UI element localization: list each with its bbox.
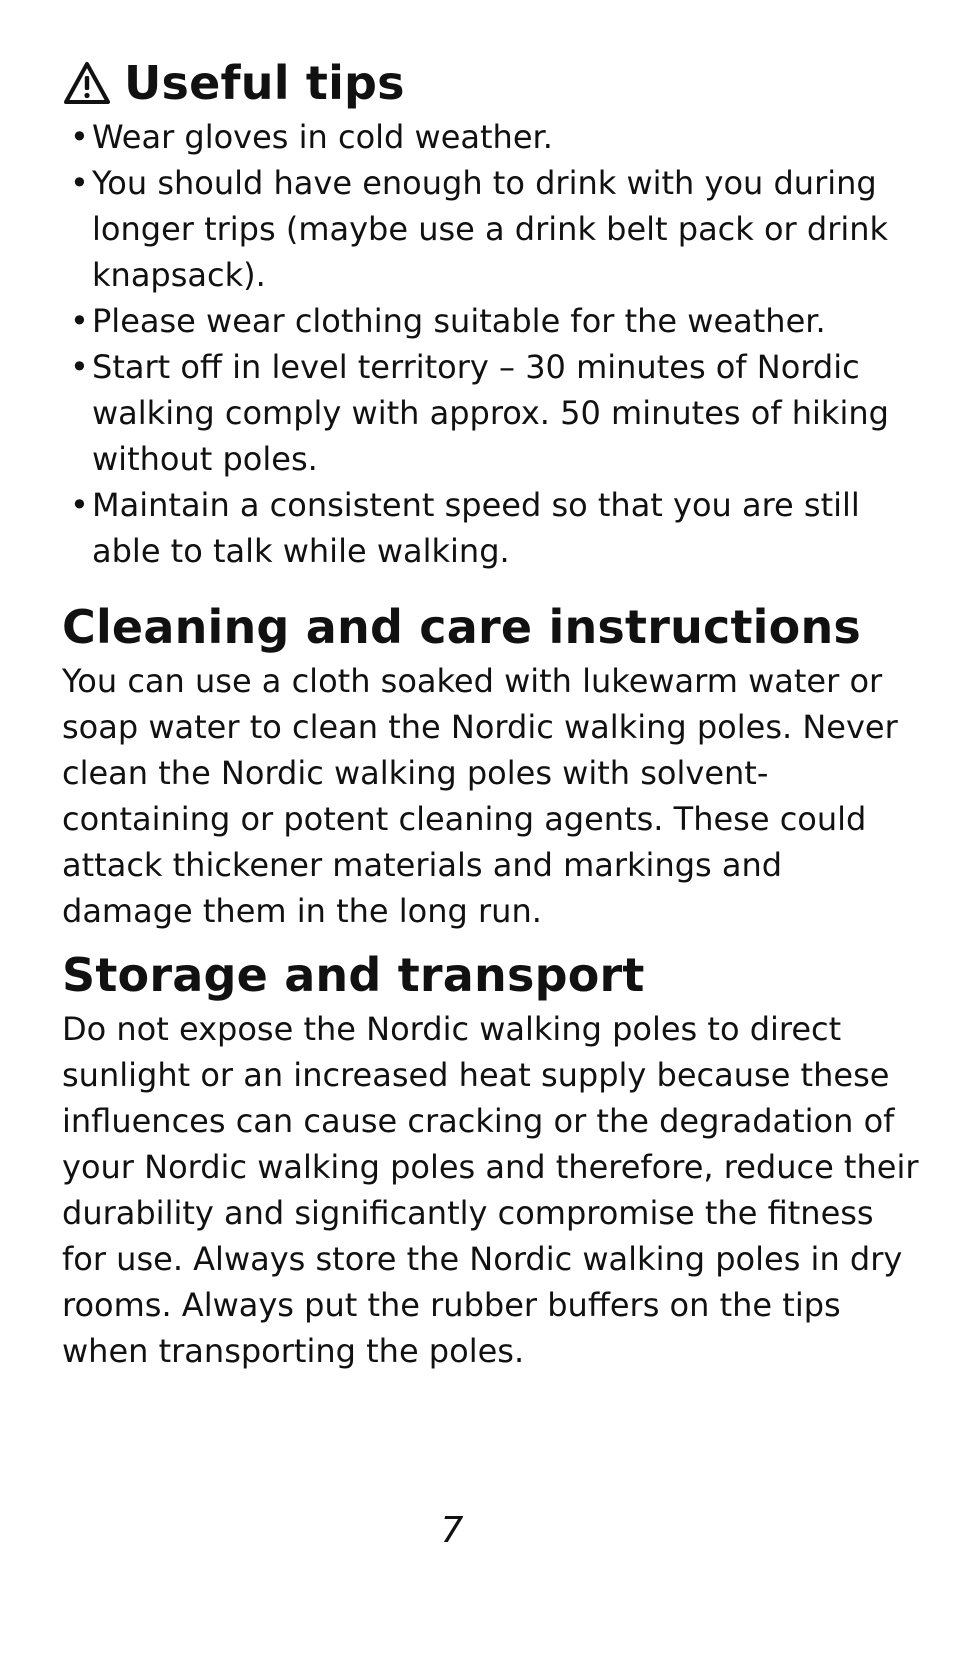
cleaning-section (62, 596, 922, 934)
manual-page (62, 52, 922, 1374)
storage-section (62, 944, 922, 1374)
useful-tips-title: Useful tips (124, 56, 405, 110)
cleaning-text: You can use a cloth soaked with lukewarm water or soap water to clean the Nordic walking poles. Never clean the Nordic walking poles with solvent-containing or potent cleaning agents. These could attack thickener materials and markings and damage them in the long run. (62, 662, 898, 930)
storage-text: Do not expose the Nordic walking poles to direct sunlight or an increased heat supply because these influences can cause cracking or the degradation of your Nordic walking poles and therefore, reduce their durability and significantly compromise the fitness for use. Always store the Nordic walking poles in dry rooms. Always put the rubber buffers on the tips when transporting the poles. (62, 1010, 919, 1370)
list-item (70, 344, 922, 482)
storage-title: Storage and transport (62, 948, 645, 1002)
bullet-icon: • (70, 348, 89, 386)
warning-triangle-icon (62, 60, 112, 106)
list-item (70, 482, 922, 574)
list-item (70, 160, 922, 298)
tip-text: Start off in level territory – 30 minutes of Nordic walking comply with approx. 50 minutes of hiking without poles. (92, 348, 889, 478)
bullet-icon: • (70, 302, 89, 340)
page-number: 7 (440, 1510, 464, 1551)
tip-text: Wear gloves in cold weather. (92, 118, 553, 156)
tip-text: You should have enough to drink with you during longer trips (maybe use a drink belt pack or drink knapsack). (92, 164, 889, 294)
tip-text: Please wear clothing suitable for the weather. (92, 302, 826, 340)
list-item (70, 114, 922, 160)
tips-list (62, 114, 922, 574)
bullet-icon: • (70, 164, 89, 202)
bullet-icon: • (70, 118, 89, 156)
cleaning-title: Cleaning and care instructions (62, 600, 861, 654)
tip-text: Maintain a consistent speed so that you are still able to talk while walking. (92, 486, 860, 570)
list-item (70, 298, 922, 344)
useful-tips-section (62, 52, 922, 574)
useful-tips-heading (62, 52, 922, 114)
bullet-icon: • (70, 486, 89, 524)
